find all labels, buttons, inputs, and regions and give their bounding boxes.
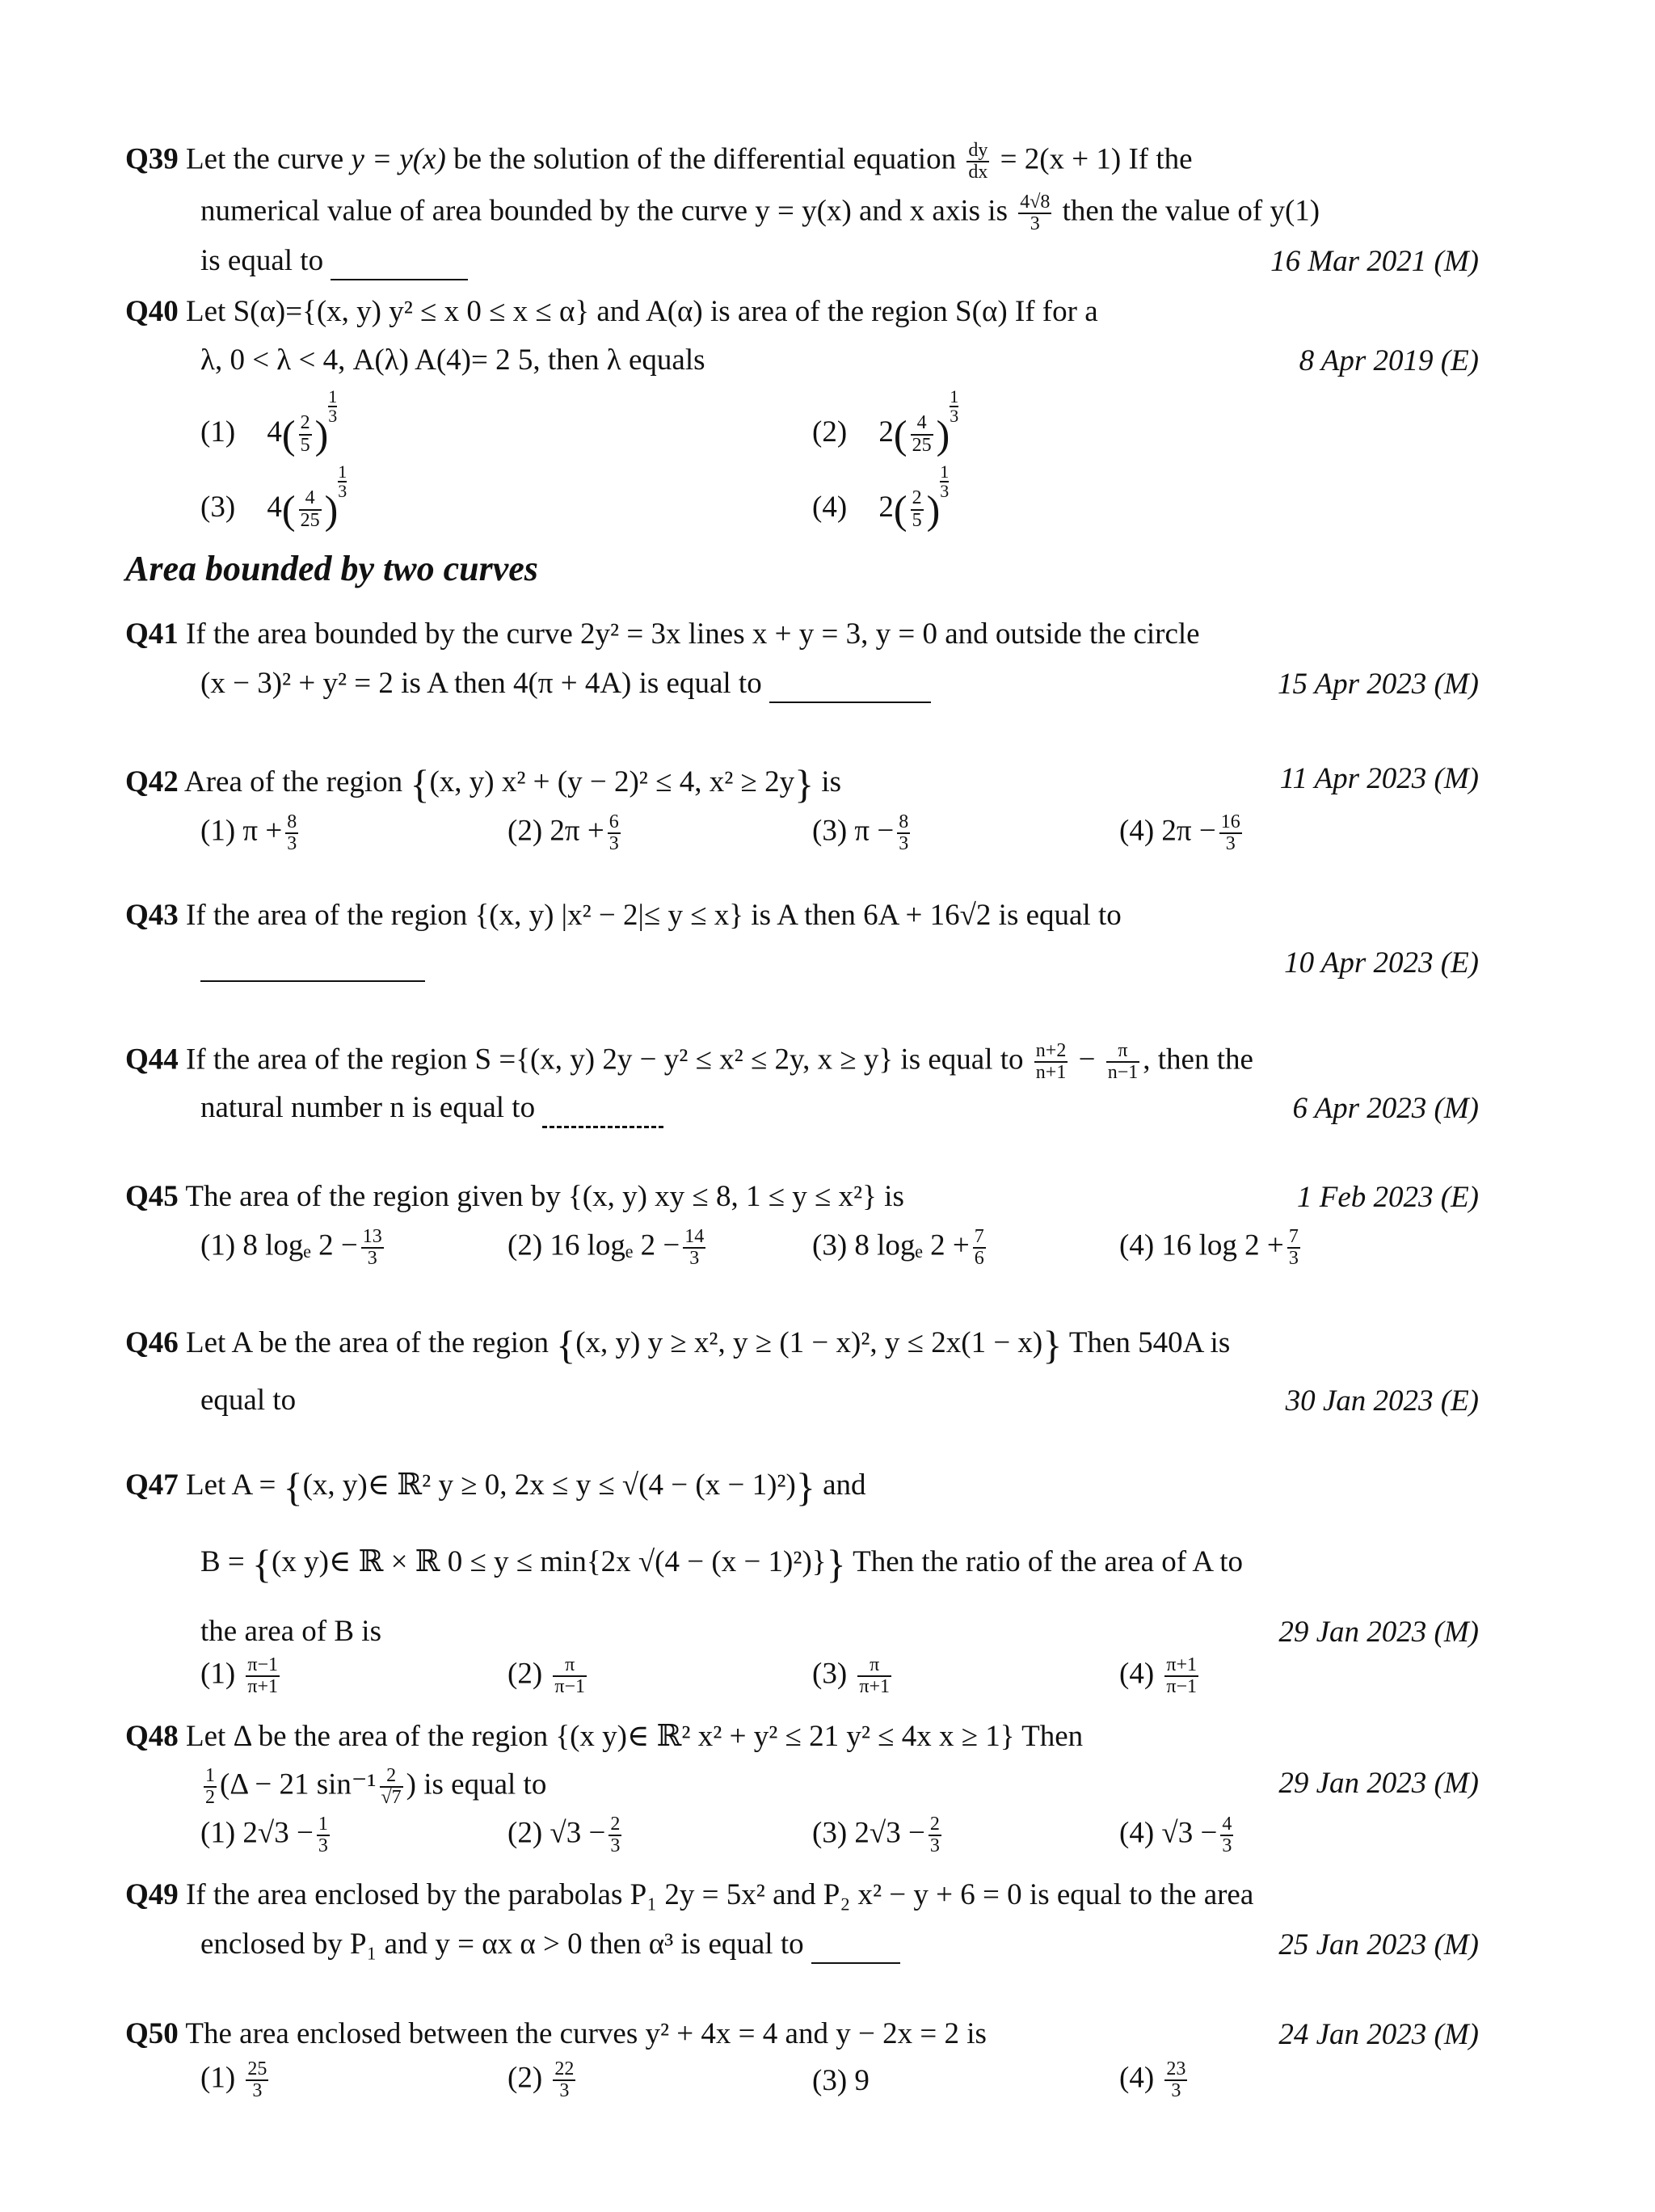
q45-option-2[interactable]: (2) 16 logₑ 2 − $\frac{14}{3}$ [507,1226,705,1270]
q47-option-2[interactable]: (2) $\frac{\pi}{\pi-1}$ [507,1654,586,1698]
q40-line1 [125,295,1098,330]
q44-number: Q44 [125,1043,179,1077]
q48-line2: $\frac{1}{2}$ (Δ − 21 sin⁻¹ $\frac{2}{√7}$ ) is equal to [205,1765,547,1809]
q40-option-1[interactable]: (1) 4( $\frac{2}{5}$ ) $\frac{1}{3}$ [200,386,338,457]
q48-text-a: Let Δ be the area of the region {(x y)∈ ℝ² x² + y² ≤ 21 y² ≤ 4x x ≥ 1} Then [186,1720,1084,1753]
q49-line2 [200,1928,900,1964]
q50-text-a: The area enclosed between the curves y² + 4x = 4 and y − 2x = 2 is [185,2017,987,2050]
q41-text-a: If the area bounded by the curve 2y² = 3x lines x + y = 3, y = 0 and outside the circle [186,617,1200,651]
q46-number: Q46 [125,1326,179,1360]
q50-option-2[interactable]: (2) $\frac{22}{3}$ [507,2058,575,2102]
q42-option-2[interactable]: (2) 2π + $\frac{6}{3}$ [507,811,619,855]
q41-number: Q41 [125,617,179,651]
q44-line1 [125,1041,1253,1083]
q42-text-b: is [821,765,842,799]
q41-line1 [125,617,1200,652]
q39-line2 [200,192,1320,234]
q48-option-4[interactable]: (4) √3 − $\frac{4}{3}$ [1119,1814,1232,1857]
q48-date: 29 Jan 2023 (M) [1278,1767,1479,1800]
q50-option-1[interactable]: (1) $\frac{25}{3}$ [200,2058,267,2102]
q43-date: 10 Apr 2023 (E) [1284,946,1479,980]
q47-text-a: Let A = [186,1468,276,1502]
q46-set: (x, y) y ≥ x², y ≥ (1 − x)², y ≤ 2x(1 − x) [575,1326,1043,1360]
q48-text-c: ) is equal to [406,1767,547,1801]
q48-option-3[interactable]: (3) 2√3 − $\frac{2}{3}$ [812,1814,940,1857]
q48-line1 [125,1720,1083,1755]
q44-text-b: , then the [1143,1043,1253,1077]
q40-option-3[interactable]: (3) 4( $\frac{4}{25}$ ) $\frac{1}{3}$ [200,461,347,533]
q45-option-3[interactable]: (3) 8 logₑ 2 + $\frac{7}{6}$ [812,1226,984,1270]
q44-date: 6 Apr 2023 (M) [1292,1092,1479,1125]
q50-date: 24 Jan 2023 (M) [1278,2018,1479,2051]
section-heading: Area bounded by two curves [125,549,538,588]
q47-date: 29 Jan 2023 (M) [1278,1616,1479,1649]
answer-blank [542,1091,663,1128]
q39-date: 16 Mar 2021 (M) [1270,245,1479,278]
q46-text-b: Then 540A is [1068,1326,1231,1360]
q49-text-b: enclosed by P₁ and y = αx α > 0 then α³ is equal to [200,1928,804,1961]
q39-line1 [125,141,1193,183]
q41-line2 [200,667,931,703]
q46-line1: Q46 Let A be the area of the region {(x, y) y ≥ x², y ≥ (1 − x)², y ≤ 2x(1 − x)} Then 540A is [125,1322,1231,1367]
q43-line2 [200,946,425,982]
q43-number: Q43 [125,899,179,932]
q45-option-1[interactable]: (1) 8 logₑ 2 − $\frac{13}{3}$ [200,1226,382,1270]
q49-line1 [125,1878,1253,1913]
q44-line2 [200,1091,663,1128]
q42-option-3[interactable]: (3) π − $\frac{8}{3}$ [812,811,909,855]
q40-text-a: Let S(α)={(x, y) y² ≤ x 0 ≤ x ≤ α} and A(α) is area of the region S(α) If for a [186,295,1098,328]
q40-text-b: λ, 0 < λ < 4, A(λ) A(4)= 2 5, then λ equals [200,343,705,377]
q40-number: Q40 [125,295,179,328]
q44-fraction-2: $\frac{\pi}{n-1}$ [1107,1040,1139,1084]
q50-line1 [125,2017,987,2052]
q47-text-c: B = [200,1545,245,1579]
q47-line1: Q47 Let A = {(x, y)∈ ℝ² y ≥ 0, 2x ≤ y ≤ √(4 − (x − 1)²)} and [125,1464,866,1510]
answer-blank [200,946,425,982]
q48-text-b: (Δ − 21 sin⁻¹ [220,1767,377,1801]
q50-number: Q50 [125,2017,179,2050]
q47-option-3[interactable]: (3) $\frac{\pi}{\pi+1}$ [812,1654,891,1698]
q49-number: Q49 [125,1878,179,1911]
q43-text-a: If the area of the region {(x, y) |x² − 2|≤ y ≤ x} is A then 6A + 16√2 is equal to [186,899,1122,932]
q42-date: 11 Apr 2023 (M) [1279,762,1479,795]
q45-date: 1 Feb 2023 (E) [1296,1181,1479,1214]
answer-blank [769,667,931,703]
q44-fraction-1: $\frac{n+2}{n+1}$ [1035,1040,1067,1084]
q46-text-c: equal to [200,1384,297,1417]
q42-option-4[interactable]: (4) 2π − $\frac{16}{3}$ [1119,811,1240,855]
q47-text-b: and [823,1468,866,1502]
q47-set-b: (x y)∈ ℝ × ℝ 0 ≤ y ≤ min{2x √(4 − (x − 1)²)} [272,1545,827,1579]
q42-option-1[interactable]: (1) π + $\frac{8}{3}$ [200,811,297,855]
q47-number: Q47 [125,1468,179,1502]
q48-number: Q48 [125,1720,179,1753]
answer-blank [811,1928,900,1964]
q41-text-b: (x − 3)² + y² = 2 is A then 4(π + 4A) is equal to [200,667,762,700]
q39-text-b: y = y(x) [351,142,446,176]
q46-line2 [200,1384,296,1418]
q50-option-4[interactable]: (4) $\frac{23}{3}$ [1119,2058,1186,2102]
q49-date: 25 Jan 2023 (M) [1278,1928,1479,1961]
q47-line3 [200,1615,381,1650]
q41-date: 15 Apr 2023 (M) [1277,668,1479,701]
q46-date: 30 Jan 2023 (E) [1285,1384,1479,1418]
q47-set-a: (x, y)∈ ℝ² y ≥ 0, 2x ≤ y ≤ √(4 − (x − 1)²) [302,1468,796,1502]
q47-text-d: Then the ratio of the area of A to [853,1545,1244,1579]
q45-text-a: The area of the region given by {(x, y) xy ≤ 8, 1 ≤ y ≤ x²} is [185,1180,904,1213]
q50-option-3[interactable]: (3) 9 [812,2064,870,2097]
q48-option-2[interactable]: (2) √3 − $\frac{2}{3}$ [507,1814,621,1857]
q39-area-fraction: $\frac{4√8}{3}$ [1020,192,1051,235]
q47-option-1[interactable]: (1) $\frac{\pi-1}{\pi+1}$ [200,1654,279,1698]
q39-number: Q39 [125,142,179,176]
q42-text-a: Area of the region [184,765,403,799]
q45-number: Q45 [125,1180,179,1213]
q39-text-e: numerical value of area bounded by the curve y = y(x) and x axis is [200,194,1008,228]
q42-line1: Q42 Area of the region {(x, y) x² + (y − 2)² ≤ 4, x² ≥ 2y} is [125,761,842,807]
answer-blank [331,244,468,280]
q39-text-c: be the solution of the differential equation [453,142,957,176]
q39-text-a: Let the curve [186,142,344,176]
q39-line3 [200,244,468,280]
q40-option-4[interactable]: (4) 2( $\frac{2}{5}$ ) $\frac{1}{3}$ [812,461,950,533]
q39-text-f: then the value of y(1) [1062,194,1320,228]
q44-minus: − [1078,1043,1096,1077]
q40-line2 [200,343,705,378]
q40-option-2[interactable]: (2) 2( $\frac{4}{25}$ ) $\frac{1}{3}$ [812,386,959,457]
q42-set: (x, y) x² + (y − 2)² ≤ 4, x² ≥ 2y [429,765,795,799]
q47-option-4[interactable]: (4) $\frac{\pi+1}{\pi-1}$ [1119,1654,1198,1698]
q46-text-a: Let A be the area of the region [186,1326,549,1360]
q45-line1 [125,1180,904,1215]
q44-text-a: If the area of the region S ={(x, y) 2y − y² ≤ x² ≤ 2y, x ≥ y} is equal to [186,1043,1024,1077]
q44-text-c: natural number n is equal to [200,1091,536,1124]
q39-text-d: = 2(x + 1) If the [1000,142,1193,176]
q48-option-1[interactable]: (1) 2√3 − $\frac{1}{3}$ [200,1814,328,1857]
q42-number: Q42 [125,765,179,799]
q43-line1 [125,899,1122,933]
q45-option-4[interactable]: (4) 16 log 2 + $\frac{7}{3}$ [1119,1226,1299,1270]
q49-text-a: If the area enclosed by the parabolas P₁ 2y = 5x² and P₂ x² − y + 6 = 0 is equal to the area [186,1878,1254,1911]
q40-date: 8 Apr 2019 (E) [1299,344,1479,377]
q47-line2: B = {(x y)∈ ℝ × ℝ 0 ≤ y ≤ min{2x √(4 − (x − 1)²)}} Then the ratio of the area of A to [200,1541,1244,1586]
q47-text-e: the area of B is [200,1615,381,1648]
q39-text-g: is equal to [200,244,324,277]
q39-derivative-fraction: $\frac{dy}{dx}$ [968,140,988,183]
